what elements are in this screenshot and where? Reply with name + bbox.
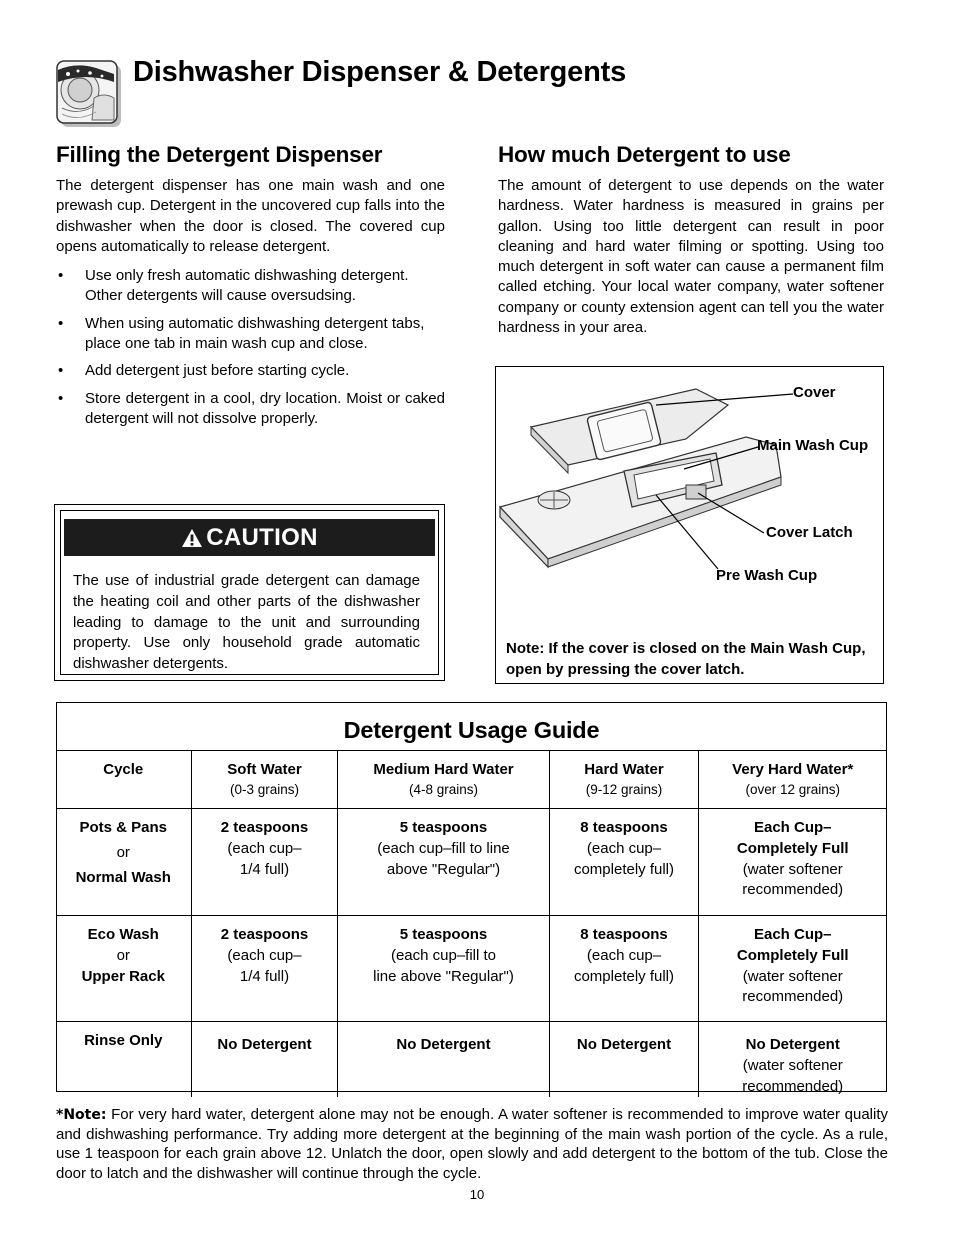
- caution-banner: [64, 519, 435, 556]
- caution-text: The use of industrial grade detergent can damage the heating coil and other parts of the dishwasher leading to damage to the unit and surrounding property. Use only household grade automatic dishwasher detergents.: [73, 572, 420, 673]
- dishwasher-dispenser-icon: [56, 60, 122, 128]
- filling-section: [56, 142, 445, 436]
- footnote-label: *Note:: [56, 1107, 107, 1123]
- header-cell: Medium Hard Water (4-8 grains): [338, 751, 550, 809]
- table-row: [56, 916, 887, 1022]
- table-cell: 2 teaspoons (each cup– 1/4 full): [192, 809, 338, 916]
- table-header-row: [56, 751, 887, 809]
- footnote: [56, 1105, 888, 1183]
- how-much-section: [498, 142, 884, 338]
- caution-box: [54, 504, 445, 681]
- table-cell: Each Cup– Completely Full (water softener recommended): [699, 916, 887, 1022]
- header-cell: Very Hard Water* (over 12 grains): [699, 751, 887, 809]
- warning-triangle-icon: [181, 528, 203, 548]
- list-item: • When using automatic dishwashing detergent tabs, place one tab in main wash cup and close.: [58, 314, 425, 353]
- detergent-usage-guide: [56, 702, 887, 1095]
- table-cell: 5 teaspoons (each cup–fill to line above "Regular"): [338, 916, 550, 1022]
- table-cell: 8 teaspoons (each cup– completely full): [550, 916, 699, 1022]
- how-much-text: The amount of detergent to use depends on the water hardness. Water hardness is measured in grains per gallon. Using too little detergent can result in poor cleaning and hard water filming or spotting. Using too much detergent in soft water can cause a permanent film called etching. Your local water company, water softener company or county extension agent can tell you the water hardness in your area.: [498, 177, 884, 337]
- table-cell: No Detergent: [338, 1022, 550, 1098]
- header-cell: Soft Water (0-3 grains): [192, 751, 338, 809]
- main-wash-cup-label: Main Wash Cup: [757, 437, 869, 454]
- list-item: • Store detergent in a cool, dry location. Moist or caked detergent will not dissolve properly.: [58, 389, 445, 427]
- filling-intro: The detergent dispenser has one main wash and one prewash cup. Detergent in the uncovered cup falls into the dishwasher when the door is closed. The covered cup opens automatically to release detergent.: [56, 177, 445, 255]
- list-item: • Add detergent just before starting cycle.: [58, 362, 350, 380]
- pre-wash-cup-label: Pre Wash Cup: [716, 567, 818, 584]
- how-much-heading: How much Detergent to use: [498, 142, 791, 167]
- footnote-text: For very hard water, detergent alone may not be enough. A water softener is recommended to improve water quality and dishwashing performance. Try adding more detergent at the beginning of the main wash portion of the cycle. As a rule, use 1 teaspoon for each grain above 12. Unlatch the door, open slowly and add detergent to the bottom of the tub. Close the door to latch and the dishwasher will continue through the cycle.: [56, 1106, 888, 1182]
- diagram-note: Note: If the cover is closed on the Main Wash Cup, open by pressing the cover latch.: [506, 640, 866, 678]
- caution-label: CAUTION: [206, 523, 318, 551]
- table-row: [56, 1022, 887, 1098]
- cycle-cell: Pots & Pans or Normal Wash: [56, 809, 192, 916]
- page-number: 10: [469, 1187, 485, 1202]
- filling-heading: Filling the Detergent Dispenser: [56, 142, 383, 167]
- header-cell: Cycle: [56, 751, 192, 809]
- table-cell: 8 teaspoons (each cup– completely full): [550, 809, 699, 916]
- cycle-cell: Eco Wash or Upper Rack: [56, 916, 192, 1022]
- list-item: • Use only fresh automatic dishwashing detergent. Other detergents will cause oversudsing.: [58, 267, 409, 305]
- cycle-cell: Rinse Only: [56, 1022, 192, 1098]
- header-cell: Hard Water (9-12 grains): [550, 751, 699, 809]
- guide-title: Detergent Usage Guide: [343, 717, 600, 743]
- cover-label: Cover: [793, 384, 836, 401]
- table-cell: No Detergent: [550, 1022, 699, 1098]
- table-cell: No Detergent (water softener recommended): [699, 1022, 887, 1098]
- page-title: Dishwasher Dispenser & Detergents: [133, 56, 627, 88]
- table-cell: No Detergent: [192, 1022, 338, 1098]
- table-cell: 5 teaspoons (each cup–fill to line above "Regular"): [338, 809, 550, 916]
- filling-bullet-list: [56, 266, 445, 429]
- dispenser-diagram: [495, 366, 884, 684]
- usage-table: [56, 750, 887, 1097]
- table-cell: 2 teaspoons (each cup– 1/4 full): [192, 916, 338, 1022]
- table-row: [56, 809, 887, 916]
- cover-latch-label: Cover Latch: [766, 524, 853, 541]
- table-cell: Each Cup– Completely Full (water softener recommended): [699, 809, 887, 916]
